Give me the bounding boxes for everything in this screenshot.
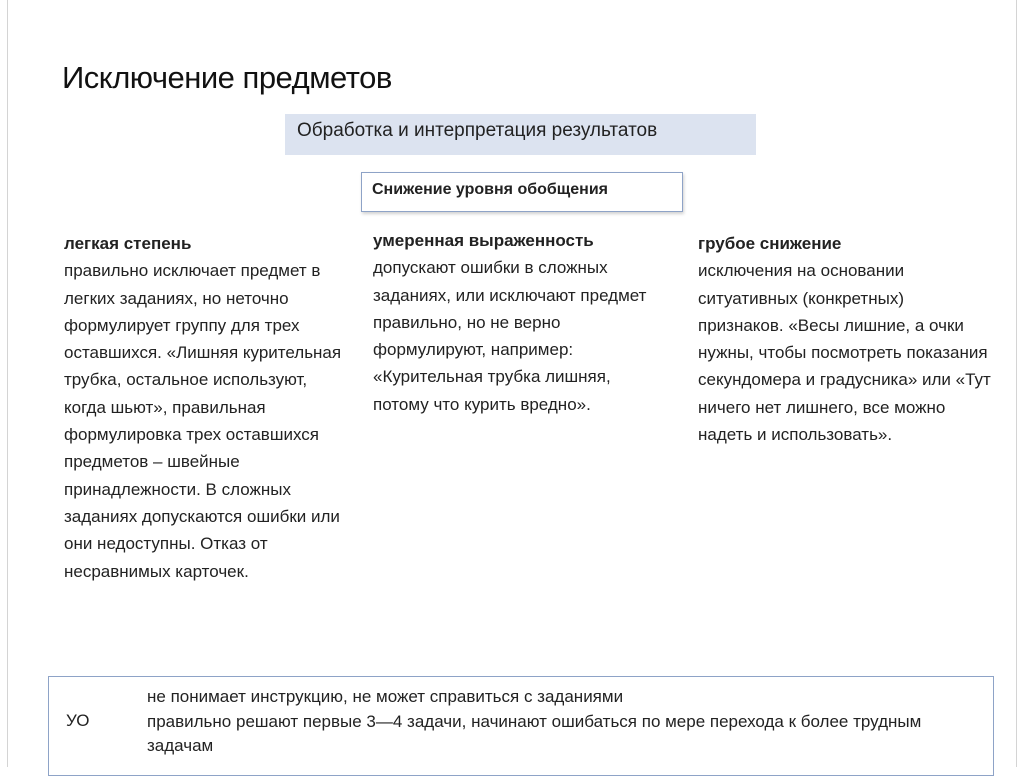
bottom-summary-box [48,676,994,776]
group-description [147,685,977,759]
column-moderate-text: допускают ошибки в сложных заданиях, или исключают предмет правильно, но не верно формулируют, например: «Курительная трубка лишняя, потому что курить вредно». [373,258,647,414]
column-severe-text: исключения на основании ситуативных (конкретных) признаков. «Весы лишние, а очки нужны, чтобы посмотреть показания секундомера и градусника» или «Тут ничего нет лишнего, все можно надеть и использовать». [698,261,991,445]
column-mild [64,230,342,585]
column-mild-text: правильно исключает предмет в легких заданиях, но неточно формулирует группу для трех оставшихся. «Лишняя курительная трубка, остальное используют, когда шьют», правильная формулировка трех оставшихся предметов – швейные принадлежности. В сложных заданиях допускаются ошибки или они недоступны. Отказ от несравнимых карточек. [64,261,342,581]
column-severe [698,230,994,448]
left-frame-line [7,0,8,767]
group-label: УО [66,711,90,730]
slide-title: Исключение предметов [62,60,392,95]
column-severe-heading: грубое снижение [698,234,842,253]
group-description-line-2: правильно решают первые 3—4 задачи, начинают ошибаться по мере перехода к более трудным задачам [147,711,922,755]
column-mild-heading: легкая степень [64,234,192,253]
column-moderate [373,227,655,418]
section-label: Обработка и интерпретация результатов [285,114,756,155]
column-moderate-heading: умеренная выраженность [373,231,594,250]
right-frame-line [1016,0,1017,767]
subheading-box: Снижение уровня обобщения [361,172,683,212]
group-description-line-1: не понимает инструкцию, не может справиться с заданиями [147,687,624,706]
